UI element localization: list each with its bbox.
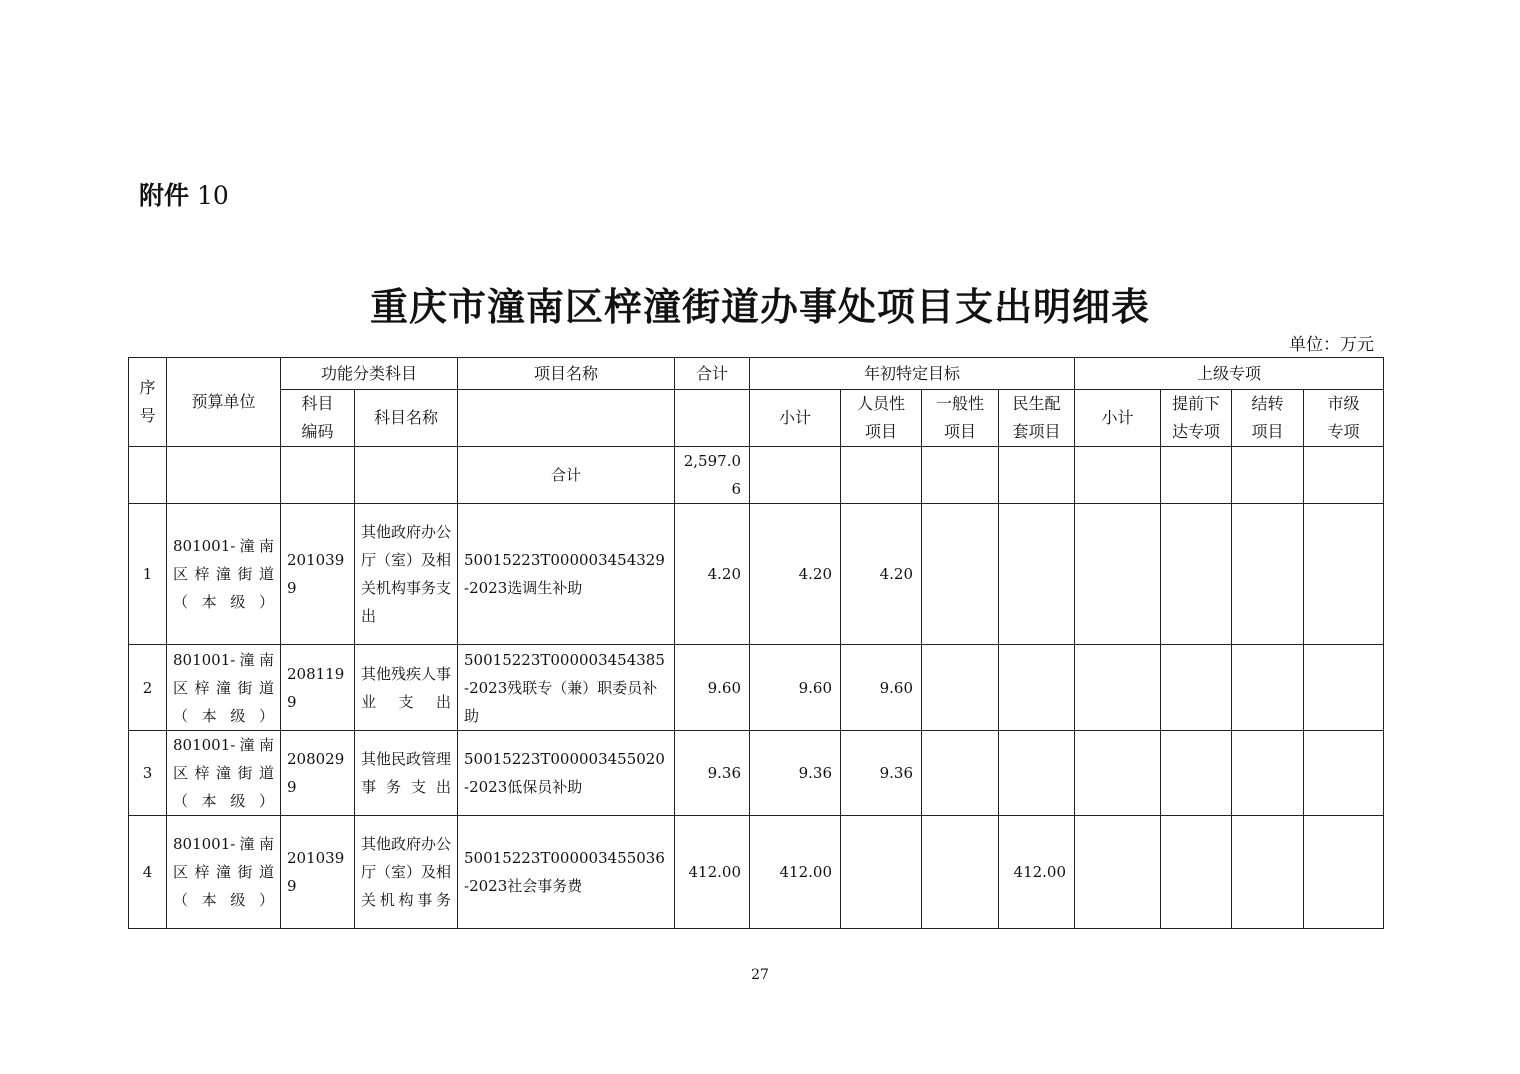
attachment-text: 附件 [139,181,190,210]
row-code: 2010399 [281,504,355,645]
header-advance: 提前下达专项 [1161,390,1232,447]
header-project-name: 项目名称 [458,358,675,390]
row-subject: 其他政府办公厅（室）及相关机构事务 [355,816,458,929]
row-total: 9.36 [675,731,750,816]
attachment-number: 10 [196,181,229,210]
row-unit: 801001-潼南区梓潼街道（本级） [167,731,281,816]
row-code: 2080299 [281,731,355,816]
row-seq: 4 [129,816,167,929]
page-number: 27 [751,967,769,983]
header-livelihood: 民生配套项目 [999,390,1075,447]
row-project: 50015223T000003454329-2023选调生补助 [458,504,675,645]
row-personnel [841,816,922,929]
row-seq: 1 [129,504,167,645]
row-total: 9.60 [675,645,750,731]
row-code: 2081199 [281,645,355,731]
row-project: 50015223T000003455020-2023低保员补助 [458,731,675,816]
total-value: 2,597.06 [675,447,750,504]
row-total: 4.20 [675,504,750,645]
header-city: 市级专项 [1304,390,1384,447]
header-budget-unit: 预算单位 [167,358,281,447]
row-unit: 801001-潼南区梓潼街道（本级） [167,504,281,645]
attachment-label [139,176,229,212]
row-personnel: 4.20 [841,504,922,645]
header-code: 科目编码 [281,390,355,447]
row-unit: 801001-潼南区梓潼街道（本级） [167,816,281,929]
row-subtotal: 412.00 [750,816,841,929]
row-project: 50015223T000003454385-2023残联专（兼）职委员补助 [458,645,675,731]
row-subject: 其他政府办公厅（室）及相关机构事务支出 [355,504,458,645]
header-total: 合计 [675,358,750,390]
table-row-total [129,447,1384,504]
table-row [129,731,1384,816]
row-livelihood [999,645,1075,731]
row-total: 412.00 [675,816,750,929]
row-subtotal: 9.60 [750,645,841,731]
row-subject: 其他民政管理事务支出 [355,731,458,816]
row-seq: 3 [129,731,167,816]
row-general [922,731,999,816]
header-project-empty [458,390,675,447]
table-row [129,504,1384,645]
unit-label: 单位：万元 [1289,335,1374,355]
header-seq: 序号 [129,358,167,447]
header-func-group: 功能分类科目 [281,358,458,390]
row-personnel: 9.60 [841,645,922,731]
header-total-empty [675,390,750,447]
header-upper-group: 上级专项 [1075,358,1384,390]
header-subject-name: 科目名称 [355,390,458,447]
row-general [922,504,999,645]
row-general [922,816,999,929]
row-general [922,645,999,731]
row-unit: 801001-潼南区梓潼街道（本级） [167,645,281,731]
row-livelihood [999,504,1075,645]
table-row [129,816,1384,929]
row-livelihood: 412.00 [999,816,1075,929]
row-project: 50015223T000003455036-2023社会事务费 [458,816,675,929]
header-general: 一般性项目 [922,390,999,447]
header-upper-subtotal: 小计 [1075,390,1161,447]
header-subtotal: 小计 [750,390,841,447]
header-carryover: 结转项目 [1232,390,1304,447]
row-subtotal: 9.36 [750,731,841,816]
row-personnel: 9.36 [841,731,922,816]
expenditure-table [128,357,1384,929]
row-subtotal: 4.20 [750,504,841,645]
row-subject: 其他残疾人事业支出 [355,645,458,731]
header-personnel: 人员性项目 [841,390,922,447]
header-initial-group: 年初特定目标 [750,358,1075,390]
row-livelihood [999,731,1075,816]
document-title: 重庆市潼南区梓潼街道办事处项目支出明细表 [369,284,1150,329]
table-row [129,645,1384,731]
total-label: 合计 [458,447,675,504]
row-code: 2010399 [281,816,355,929]
row-seq: 2 [129,645,167,731]
